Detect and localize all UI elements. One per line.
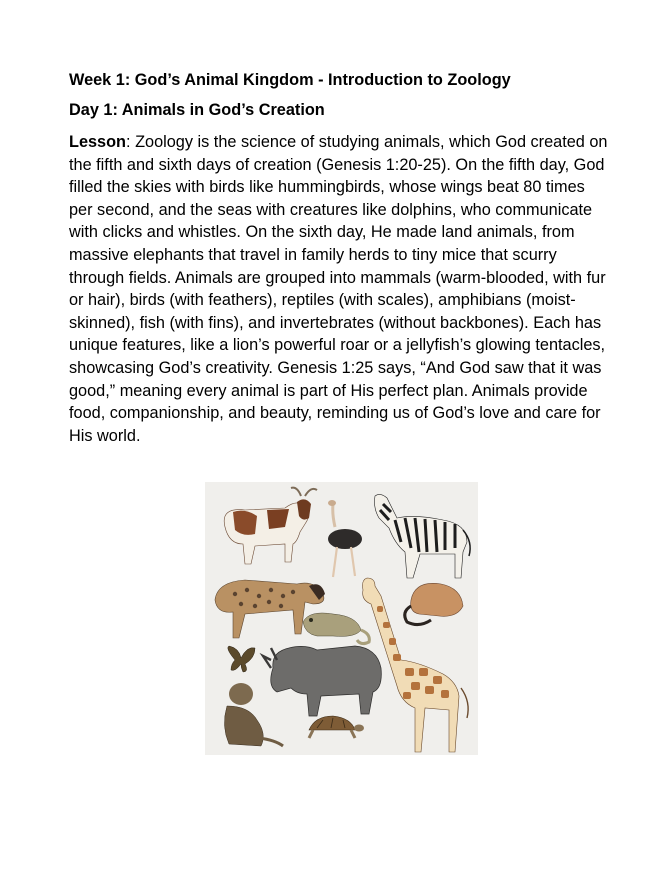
ox-icon bbox=[224, 488, 317, 564]
butterfly-icon bbox=[228, 646, 255, 672]
rhinoceros-icon bbox=[263, 646, 381, 716]
lesson-text: : Zoology is the science of studying animals, which God created on the fifth and sixth days of creation (Genesis 1:20-25). On the fifth day, God filled the skies with birds like hummingbirds, whose wings beat 80 times per second, and the seas with creatures like dolphins, who communicate with clicks and whistles. On the sixth day, He made land animals, from massive elephants that travel in family herds to tiny mice that scurry through fields. Animals are grouped into mammals (warm-blooded, with fur or hair), birds (with feathers), reptiles (with scales), amphibians (moist-skinned), fish (with fins), and invertebrates (without backbones). Each has unique features, like a lion’s powerful roar or a jellyfish’s glowing tentacles, showcasing God’s creativity. Genesis 1:25 says, “And God saw that it was good,” meaning every animal is part of His perfect plan. Animals provide food, companionship, and beauty, reminding us of God’s love and care for His world. bbox=[69, 133, 608, 445]
lesson-paragraph bbox=[69, 131, 609, 447]
zebra-icon bbox=[375, 494, 471, 578]
monkey-icon bbox=[224, 683, 283, 746]
day-heading: Day 1: Animals in God’s Creation bbox=[69, 101, 325, 119]
chameleon-icon bbox=[303, 613, 369, 644]
animals-illustration bbox=[205, 482, 478, 755]
week-heading: Week 1: God’s Animal Kingdom - Introduction to Zoology bbox=[69, 71, 511, 89]
ostrich-icon bbox=[328, 500, 362, 577]
armadillo-icon bbox=[405, 583, 463, 624]
tortoise-icon bbox=[309, 716, 364, 738]
lesson-label: Lesson bbox=[69, 133, 127, 151]
